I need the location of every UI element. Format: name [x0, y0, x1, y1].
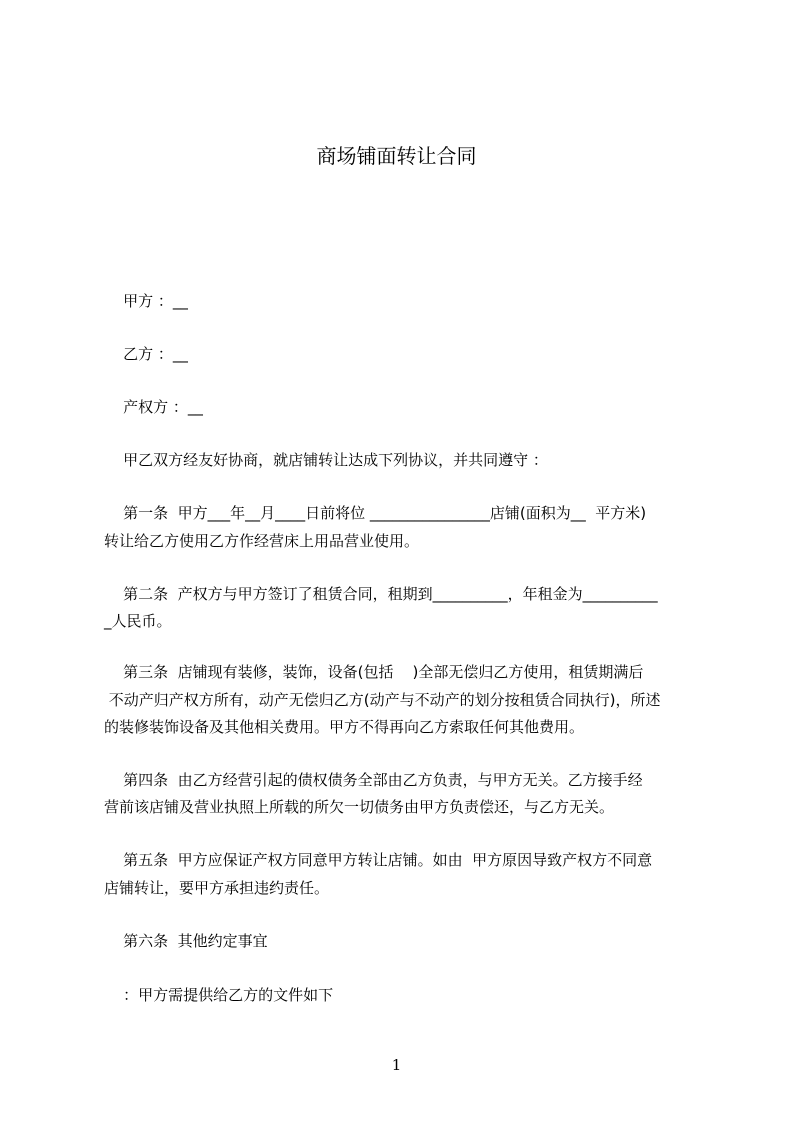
article-5-line-1: 第五条 甲方应保证产权方同意甲方转让店铺。如由 甲方原因导致产权方不同意 — [104, 851, 653, 869]
article-1-line-2: 转让给乙方使用乙方作经营床上用品营业使用。 — [104, 532, 420, 550]
article-5-line-2: 店铺转让，要甲方承担违约责任。 — [104, 879, 330, 897]
article-4-line-2: 营前该店铺及营业执照上所载的所欠一切债务由甲方负责偿还，与乙方无关。 — [104, 798, 615, 816]
party-a-line: 甲方 ：__ — [104, 292, 188, 310]
article-1-line-1: 第一条 甲方___年__月____日前将位 ________________店铺(面积为__ 平方米) — [104, 504, 647, 522]
article-4-line-1: 第四条 由乙方经营引起的债权债务全部由乙方负责，与甲方无关。乙方接手经 — [104, 771, 643, 789]
article-3-line-3: 的装修装饰设备及其他相关费用。甲方不得再向乙方索取任何其他费用。 — [104, 718, 585, 736]
page-title: 商场铺面转让合同 — [316, 144, 477, 168]
party-b-line: 乙方 ：__ — [104, 345, 188, 363]
article-2-line-2: _人民币。 — [104, 612, 172, 630]
article-2-line-1: 第二条 产权方与甲方签订了租赁合同，租期到__________，年租金为__________ — [104, 585, 658, 603]
owner-line: 产权方 ：__ — [104, 398, 203, 416]
preamble-line: 甲乙双方经友好协商，就店铺转让达成下列协议，并共同遵守 ： — [104, 451, 548, 469]
article-3-line-1: 第三条 店铺现有装修，装饰，设备(包括 )全部无偿归乙方使用，租赁期满后 — [104, 663, 644, 681]
article-6-line: 第六条 其他约定事宜 — [104, 932, 268, 950]
page-number: 1 — [391, 1056, 402, 1074]
article-3-line-2: 不动产归产权方所有，动产无偿归乙方(动产与不动产的划分按租赁合同执行)，所述 — [104, 691, 661, 709]
documents-line: ：甲方需提供给乙方的文件如下 — [104, 986, 334, 1004]
